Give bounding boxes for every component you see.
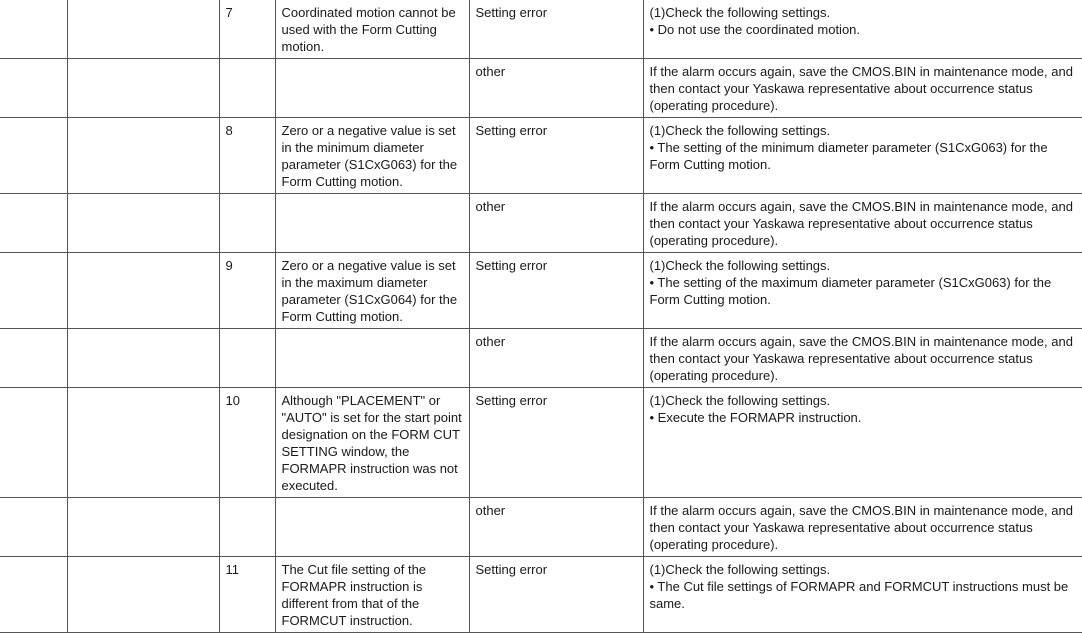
table-row (0, 118, 1082, 194)
alarm-number-cell (0, 557, 67, 633)
table-row (0, 498, 1082, 557)
table-row (0, 0, 1082, 59)
cause-cell: other (469, 329, 643, 388)
description-cell (275, 194, 469, 253)
description-cell: Coordinated motion cannot be used with the Form Cutting motion. (275, 0, 469, 59)
sub-code-cell: 7 (219, 0, 275, 59)
table-row (0, 59, 1082, 118)
table-row (0, 329, 1082, 388)
table-row (0, 194, 1082, 253)
description-cell (275, 329, 469, 388)
remedy-line: • The setting of the minimum diameter parameter (S1CxG063) for the Form Cutting motion. (649, 140, 1048, 172)
alarm-name-cell (67, 59, 219, 118)
sub-code-cell: 8 (219, 118, 275, 194)
table-row (0, 388, 1082, 498)
alarm-name-cell (67, 329, 219, 388)
description-cell (275, 59, 469, 118)
cause-cell: Setting error (469, 118, 643, 194)
alarm-number-cell (0, 59, 67, 118)
cause-cell: Setting error (469, 557, 643, 633)
remedy-cell (643, 253, 1082, 329)
description-cell: The Cut file setting of the FORMAPR instruction is different from that of the FORMCUT instruction. (275, 557, 469, 633)
cause-cell: other (469, 59, 643, 118)
cause-cell: other (469, 194, 643, 253)
alarm-number-cell (0, 498, 67, 557)
remedy-line: If the alarm occurs again, save the CMOS.BIN in maintenance mode, and then contact your Yaskawa representative about occurrence status (operating procedure). (649, 199, 1073, 248)
remedy-cell (643, 557, 1082, 633)
remedy-line: • The Cut file settings of FORMAPR and FORMCUT instructions must be same. (649, 579, 1069, 611)
remedy-line: If the alarm occurs again, save the CMOS.BIN in maintenance mode, and then contact your Yaskawa representative about occurrence status (operating procedure). (649, 334, 1073, 383)
cause-cell: Setting error (469, 388, 643, 498)
remedy-cell (643, 329, 1082, 388)
description-cell: Although "PLACEMENT" or "AUTO" is set for the start point designation on the FORM CUT SETTING window, the FORMAPR instruction was not executed. (275, 388, 469, 498)
description-cell: Zero or a negative value is set in the minimum diameter parameter (S1CxG063) for the Form Cutting motion. (275, 118, 469, 194)
table-row (0, 253, 1082, 329)
alarm-name-cell (67, 253, 219, 329)
remedy-line: (1)Check the following settings. (649, 562, 831, 577)
cause-cell: Setting error (469, 0, 643, 59)
description-cell (275, 498, 469, 557)
cause-cell: Setting error (469, 253, 643, 329)
remedy-line: (1)Check the following settings. (649, 393, 831, 408)
alarm-number-cell (0, 118, 67, 194)
alarm-name-cell (67, 194, 219, 253)
alarm-name-cell (67, 118, 219, 194)
alarm-name-cell (67, 498, 219, 557)
alarm-name-cell (67, 0, 219, 59)
table-row (0, 557, 1082, 633)
remedy-cell (643, 0, 1082, 59)
sub-code-cell: 11 (219, 557, 275, 633)
remedy-line: • The setting of the maximum diameter parameter (S1CxG063) for the Form Cutting motion. (649, 275, 1052, 307)
alarm-number-cell (0, 194, 67, 253)
remedy-cell (643, 59, 1082, 118)
sub-code-cell: 9 (219, 253, 275, 329)
sub-code-cell (219, 329, 275, 388)
remedy-line: If the alarm occurs again, save the CMOS.BIN in maintenance mode, and then contact your Yaskawa representative about occurrence status (operating procedure). (649, 64, 1073, 113)
remedy-cell (643, 388, 1082, 498)
alarm-number-cell (0, 0, 67, 59)
description-cell: Zero or a negative value is set in the maximum diameter parameter (S1CxG064) for the Form Cutting motion. (275, 253, 469, 329)
remedy-line: (1)Check the following settings. (649, 5, 831, 20)
remedy-line: • Execute the FORMAPR instruction. (649, 410, 862, 425)
remedy-line: (1)Check the following settings. (649, 258, 831, 273)
sub-code-cell (219, 194, 275, 253)
remedy-cell (643, 498, 1082, 557)
sub-code-cell (219, 59, 275, 118)
alarm-number-cell (0, 253, 67, 329)
remedy-line: (1)Check the following settings. (649, 123, 831, 138)
remedy-cell (643, 194, 1082, 253)
alarm-number-cell (0, 329, 67, 388)
sub-code-cell (219, 498, 275, 557)
remedy-cell (643, 118, 1082, 194)
cause-cell: other (469, 498, 643, 557)
sub-code-cell: 10 (219, 388, 275, 498)
remedy-line: • Do not use the coordinated motion. (649, 22, 861, 37)
alarm-name-cell (67, 557, 219, 633)
alarm-name-cell (67, 388, 219, 498)
alarm-number-cell (0, 388, 67, 498)
remedy-line: If the alarm occurs again, save the CMOS.BIN in maintenance mode, and then contact your Yaskawa representative about occurrence status (operating procedure). (649, 503, 1073, 552)
